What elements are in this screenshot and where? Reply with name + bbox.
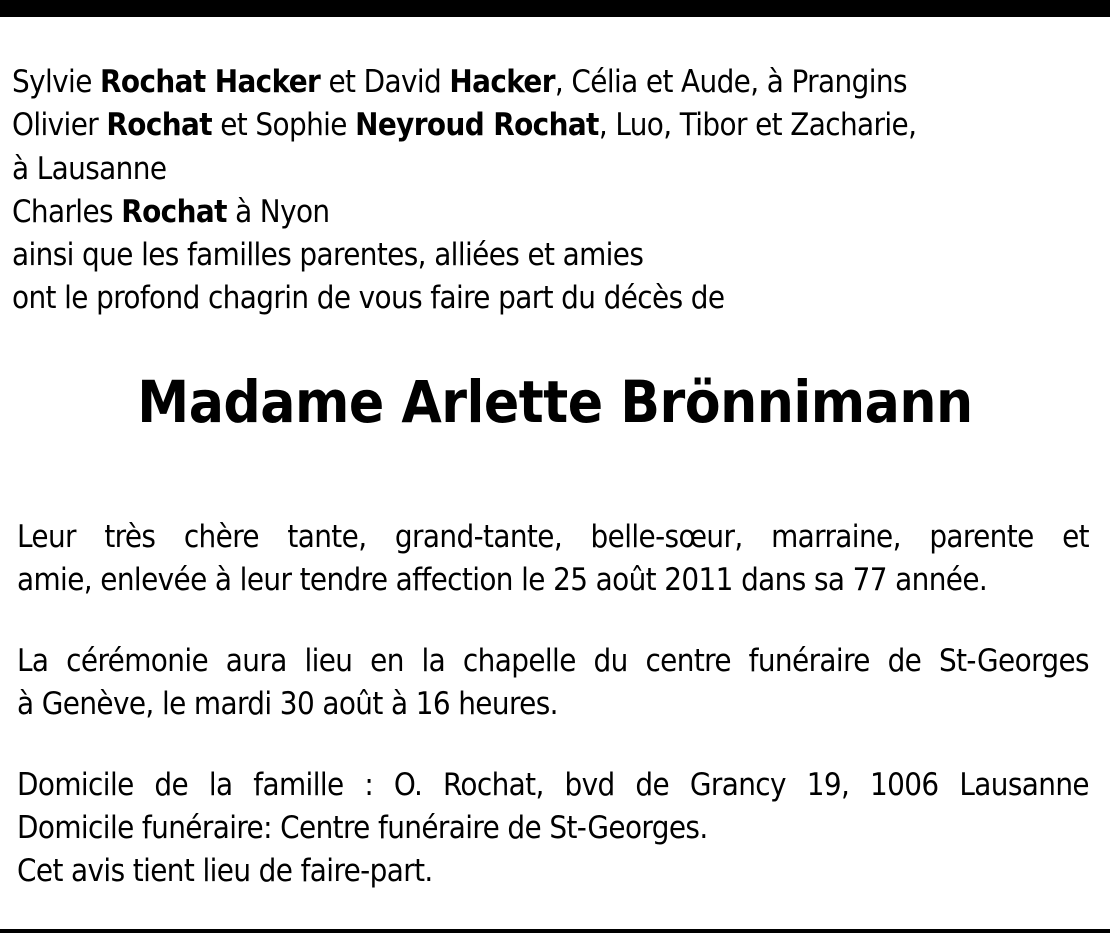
family-line-3: à Lausanne: [12, 150, 167, 187]
family-line-6: ont le profond chagrin de vous faire part du décès de: [12, 280, 725, 317]
family-text: à Nyon: [226, 193, 330, 230]
tribute-paragraph: [17, 516, 1089, 602]
family-announcement: [12, 61, 1072, 321]
family-line-5: ainsi que les familles parentes, alliées et amies: [12, 237, 644, 274]
domicile-paragraph: [17, 764, 1089, 893]
family-text: , Luo, Tibor et Zacharie,: [598, 107, 917, 144]
bottom-border-rule: [0, 929, 1110, 933]
family-name-bold: Hacker: [449, 64, 555, 100]
family-name-bold: Rochat Hacker: [100, 64, 321, 100]
family-text: Charles: [12, 193, 122, 230]
family-name-bold: Neyroud Rochat: [355, 107, 599, 144]
family-line-4: [12, 191, 1072, 234]
family-line-1: [12, 61, 1072, 104]
tribute-line-2: amie, enlevée à leur tendre affection le 25 août 2011 dans sa 77 année.: [17, 562, 988, 598]
family-name-bold: Rochat: [106, 107, 212, 144]
family-text: , Célia et Aude, à Prangins: [554, 64, 907, 100]
deceased-name-heading: Madame Arlette Brönnimann: [137, 368, 973, 436]
ceremony-paragraph: [17, 640, 1089, 726]
ceremony-line-2: à Genève, le mardi 30 août à 16 heures.: [17, 686, 558, 722]
family-text: Olivier: [12, 107, 107, 144]
top-border-rule: [0, 0, 1110, 17]
ceremony-line-1: La cérémonie aura lieu en la chapelle du centre funéraire de St-Georges: [17, 643, 1089, 679]
tribute-line-1: Leur très chère tante, grand-tante, belle-sœur, marraine, parente et: [17, 519, 1089, 555]
domicile-line-2: Domicile funéraire: Centre funéraire de St-Georges.: [17, 810, 708, 846]
family-line-2: [12, 104, 1072, 147]
family-name-bold: Rochat: [121, 193, 227, 230]
domicile-line-1: Domicile de la famille : O. Rochat, bvd de Grancy 19, 1006 Lausanne: [17, 767, 1089, 803]
family-text: et David: [320, 64, 450, 100]
family-text: et Sophie: [211, 107, 356, 144]
family-text: Sylvie: [12, 64, 101, 100]
domicile-line-3: Cet avis tient lieu de faire-part.: [17, 853, 433, 889]
